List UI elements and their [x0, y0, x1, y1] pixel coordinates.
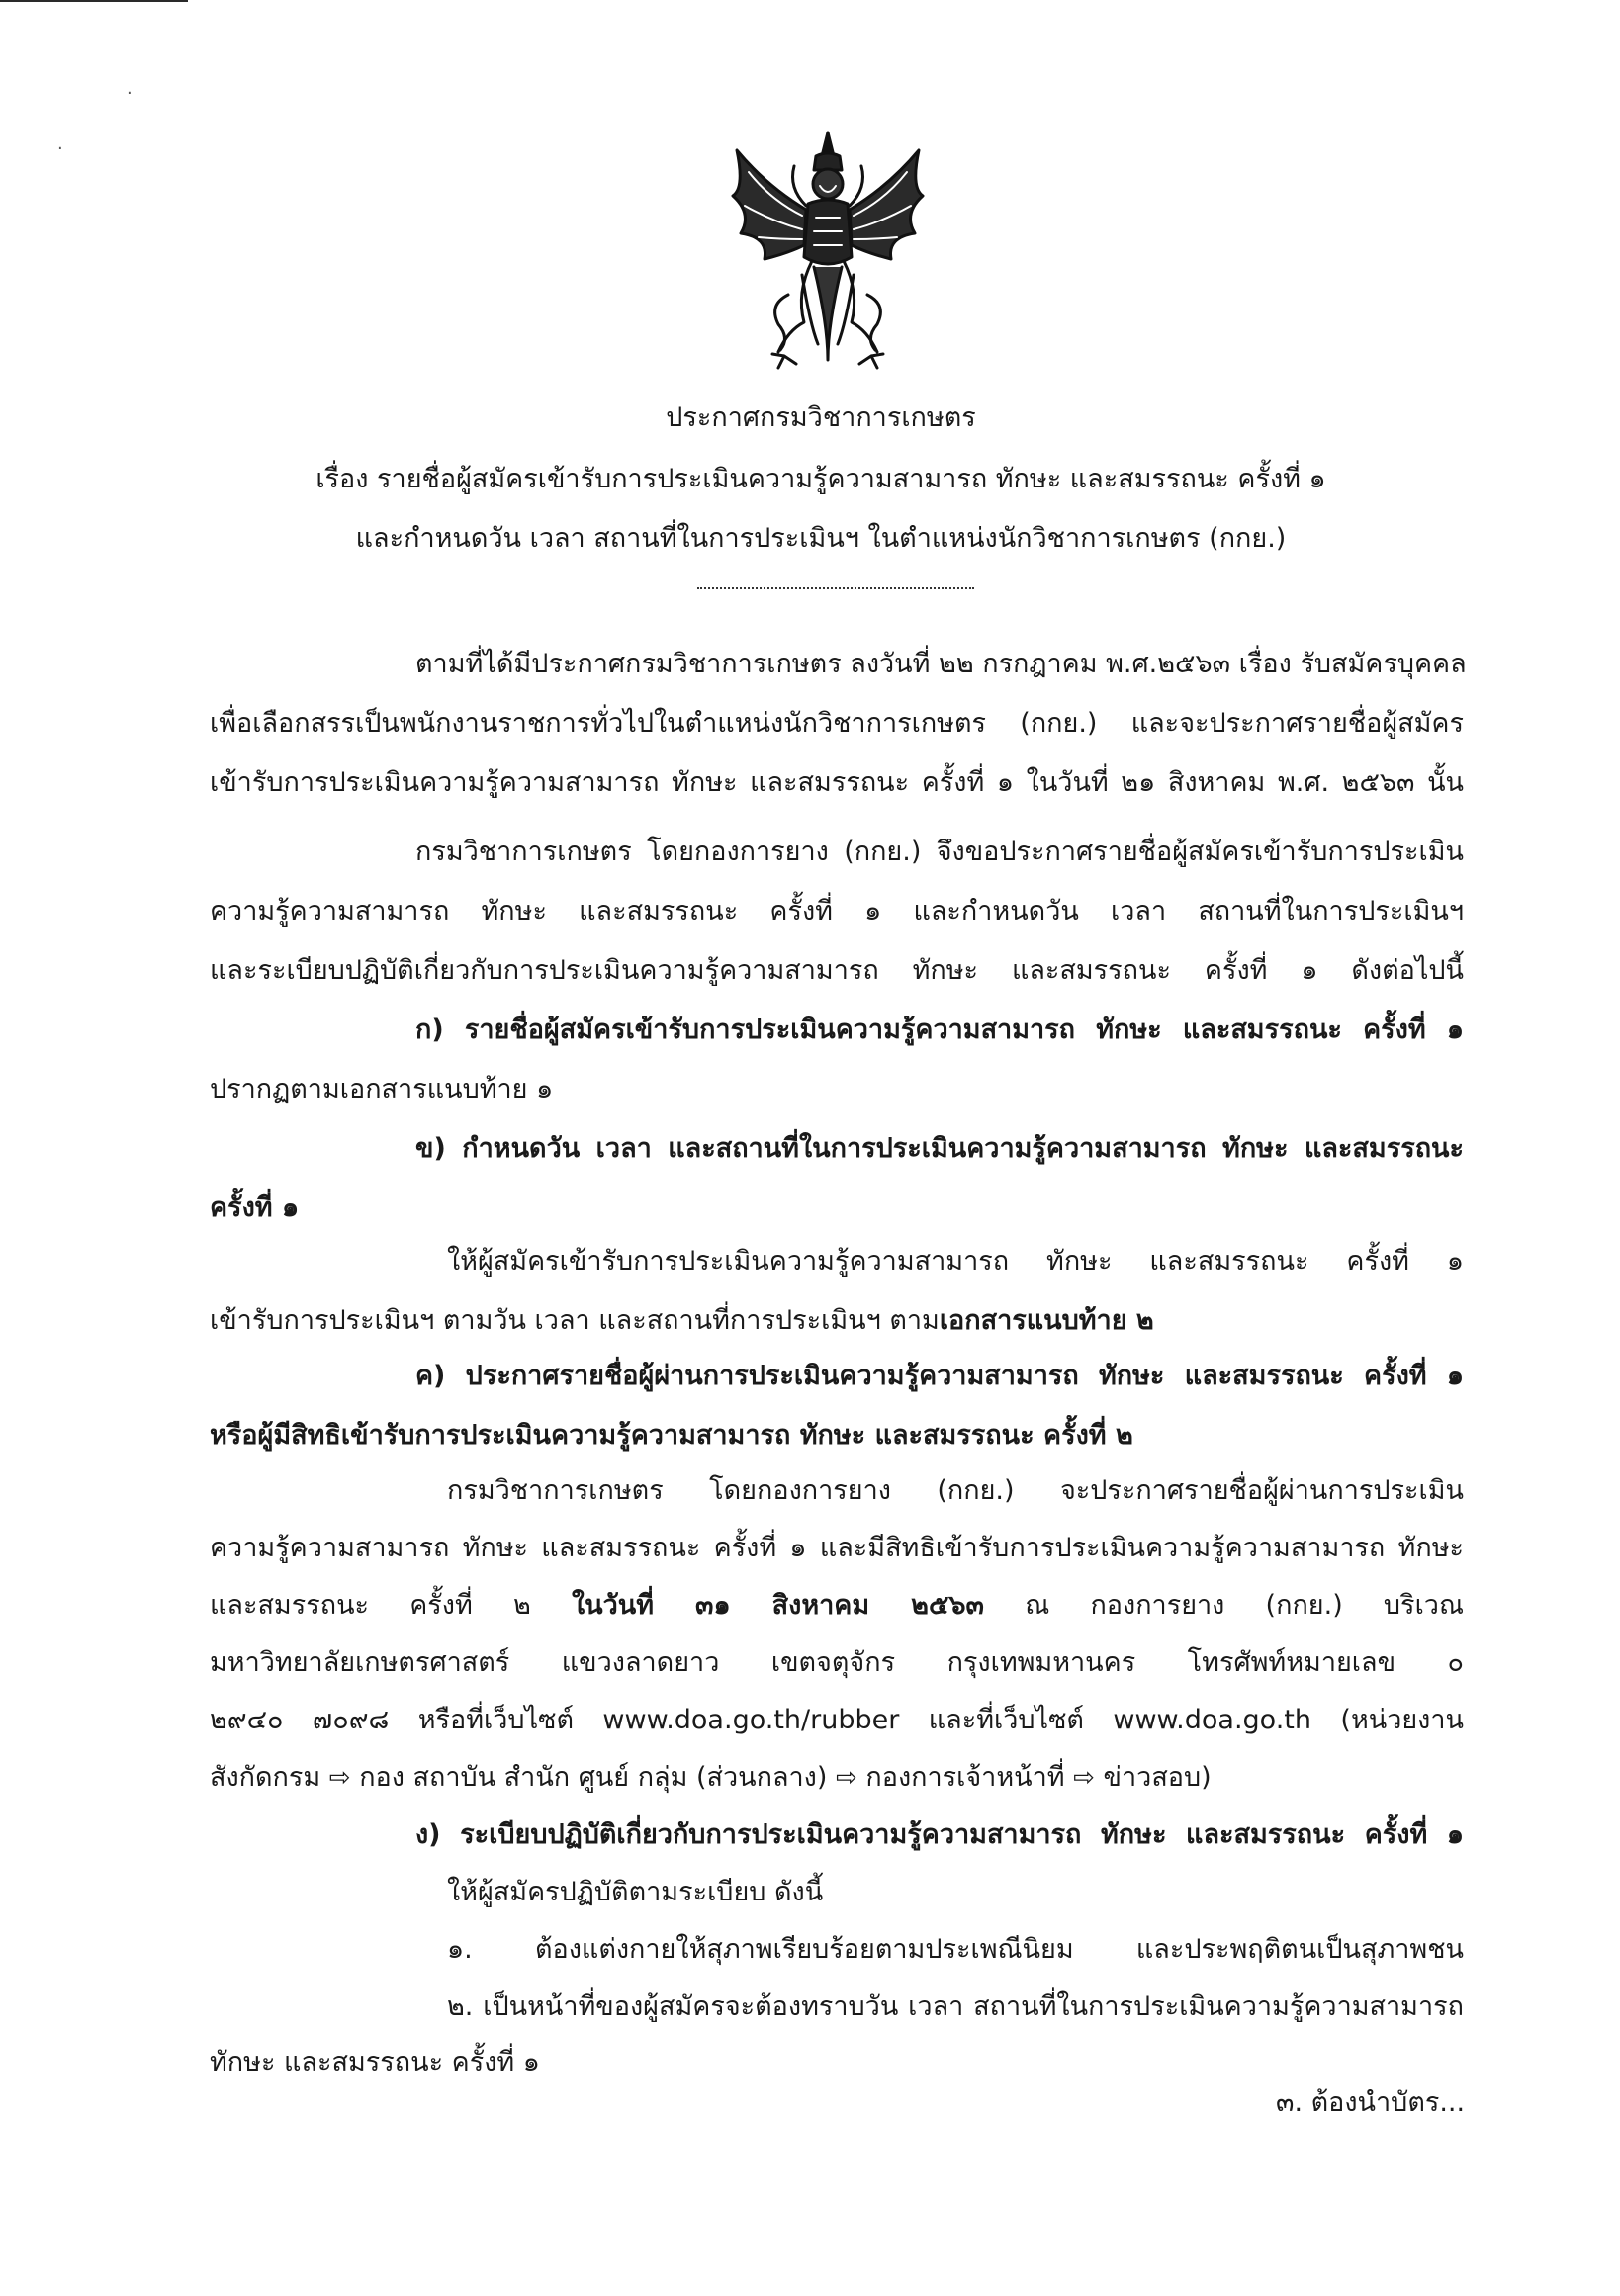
section-b-body: เข้ารับการประเมินฯ ตามวัน เวลา และสถานที่การประเมินฯ ตามเอกสารแนบท้าย ๒ [210, 1305, 1154, 1336]
section-c-body: ๒๙๔๐ ๗๐๙๘ หรือที่เว็บไซต์ www.doa.go.th/rubber และที่เว็บไซต์ www.doa.go.th (หน่วยงาน [210, 1705, 1464, 1735]
continuation-marker: ๓. ต้องนำบัตร... [1276, 2087, 1466, 2118]
document-subject-continued: และกำหนดวัน เวลา สถานที่ในการประเมินฯ ในตำแหน่งนักวิชาการเกษตร (กกย.) [355, 523, 1287, 554]
hollow-right-arrow-icon: ⇨ [1073, 1763, 1095, 1793]
section-c-heading: ค) ประกาศรายชื่อผู้ผ่านการประเมินความรู้ความสามารถ ทักษะ และสมรรถนะ ครั้งที่ ๑ [415, 1361, 1464, 1391]
paragraph-line: และระเบียบปฏิบัติเกี่ยวกับการประเมินความรู้ความสามารถ ทักษะ และสมรรถนะ ครั้งที่ ๑ ดังต่อไปนี้ [210, 955, 1464, 986]
section-c-body: ความรู้ความสามารถ ทักษะ และสมรรถนะ ครั้งที่ ๑ และมีสิทธิเข้ารับการประเมินความรู้ความสามารถ ทักษะ [210, 1533, 1464, 1563]
section-a-heading: ก) รายชื่อผู้สมัครเข้ารับการประเมินความรู้ความสามารถ ทักษะ และสมรรถนะ ครั้งที่ ๑ [415, 1015, 1464, 1045]
paragraph-line: กรมวิชาการเกษตร โดยกองการยาง (กกย.) จึงขอประกาศรายชื่อผู้สมัครเข้ารับการประเมิน [415, 837, 1464, 867]
section-c-body: และสมรรถนะ ครั้งที่ ๒ ในวันที่ ๓๑ สิงหาคม ๒๕๖๓ ณ กองการยาง (กกย.) บริเวณ [210, 1590, 1465, 1621]
section-c-heading-continued: หรือผู้มีสิทธิเข้ารับการประเมินความรู้ความสามารถ ทักษะ และสมรรถนะ ครั้งที่ ๒ [210, 1420, 1133, 1451]
garuda-emblem-icon [719, 127, 937, 374]
section-b-heading-continued: ครั้งที่ ๑ [210, 1192, 300, 1223]
rule-item-2: ๒. เป็นหน้าที่ของผู้สมัครจะต้องทราบวัน เวลา สถานที่ในการประเมินความรู้ความสามารถ [447, 1991, 1464, 2022]
intro-line: เพื่อเลือกสรรเป็นพนักงานราชการทั่วไปในตำแหน่งนักวิชาการเกษตร (กกย.) และจะประกาศรายชื่อผู้สมัคร [210, 708, 1464, 739]
scan-speck: · [57, 138, 63, 159]
section-b-heading: ข) กำหนดวัน เวลา และสถานที่ในการประเมินความรู้ความสามารถ ทักษะ และสมรรถนะ [415, 1133, 1464, 1164]
section-b-body: ให้ผู้สมัครเข้ารับการประเมินความรู้ความสามารถ ทักษะ และสมรรถนะ ครั้งที่ ๑ [447, 1246, 1464, 1277]
document-subject: เรื่อง รายชื่อผู้สมัครเข้ารับการประเมินความรู้ความสามารถ ทักษะ และสมรรถนะ ครั้งที่ ๑ [315, 464, 1326, 494]
hollow-right-arrow-icon: ⇨ [328, 1763, 351, 1793]
rule-item-1: ๑. ต้องแต่งกายให้สุภาพเรียบร้อยตามประเพณีนิยม และประพฤติตนเป็นสุภาพชน [447, 1934, 1464, 1965]
section-d-heading: ง) ระเบียบปฏิบัติเกี่ยวกับการประเมินความรู้ความสามารถ ทักษะ และสมรรถนะ ครั้งที่ ๑ [415, 1819, 1464, 1850]
header-separator [697, 587, 974, 589]
scan-speck: · [127, 83, 133, 104]
section-c-body: มหาวิทยาลัยเกษตรศาสตร์ แขวงลาดยาว เขตจตุจักร กรุงเทพมหานคร โทรศัพท์หมายเลข ๐ [210, 1647, 1464, 1678]
section-c-body: กรมวิชาการเกษตร โดยกองการยาง (กกย.) จะประกาศรายชื่อผู้ผ่านการประเมิน [447, 1475, 1464, 1506]
intro-line: ตามที่ได้มีประกาศกรมวิชาการเกษตร ลงวันที่ ๒๒ กรกฎาคม พ.ศ.๒๕๖๓ เรื่อง รับสมัครบุคคล [415, 649, 1467, 679]
intro-line: เข้ารับการประเมินความรู้ความสามารถ ทักษะ และสมรรถนะ ครั้งที่ ๑ ในวันที่ ๒๑ สิงหาคม พ.ศ. ๒๕๖๓ นั้น [210, 767, 1464, 798]
rule-item-2-continued: ทักษะ และสมรรถนะ ครั้งที่ ๑ [210, 2047, 540, 2077]
section-d-intro: ให้ผู้สมัครปฏิบัติตามระเบียบ ดังนี้ [447, 1877, 824, 1907]
section-a-body: ปรากฏตามเอกสารแนบท้าย ๑ [210, 1074, 554, 1104]
scan-edge-line [0, 0, 188, 2]
hollow-right-arrow-icon: ⇨ [835, 1763, 857, 1793]
paragraph-line: ความรู้ความสามารถ ทักษะ และสมรรถนะ ครั้งที่ ๑ และกำหนดวัน เวลา สถานที่ในการประเมินฯ [210, 896, 1464, 927]
document-title: ประกาศกรมวิชาการเกษตร [666, 402, 976, 433]
section-c-navigation-path: สังกัดกรม ⇨ กอง สถาบัน สำนัก ศูนย์ กลุ่ม (ส่วนกลาง) ⇨ กองการเจ้าหน้าที่ ⇨ ข่าวสอบ) [210, 1762, 1212, 1793]
